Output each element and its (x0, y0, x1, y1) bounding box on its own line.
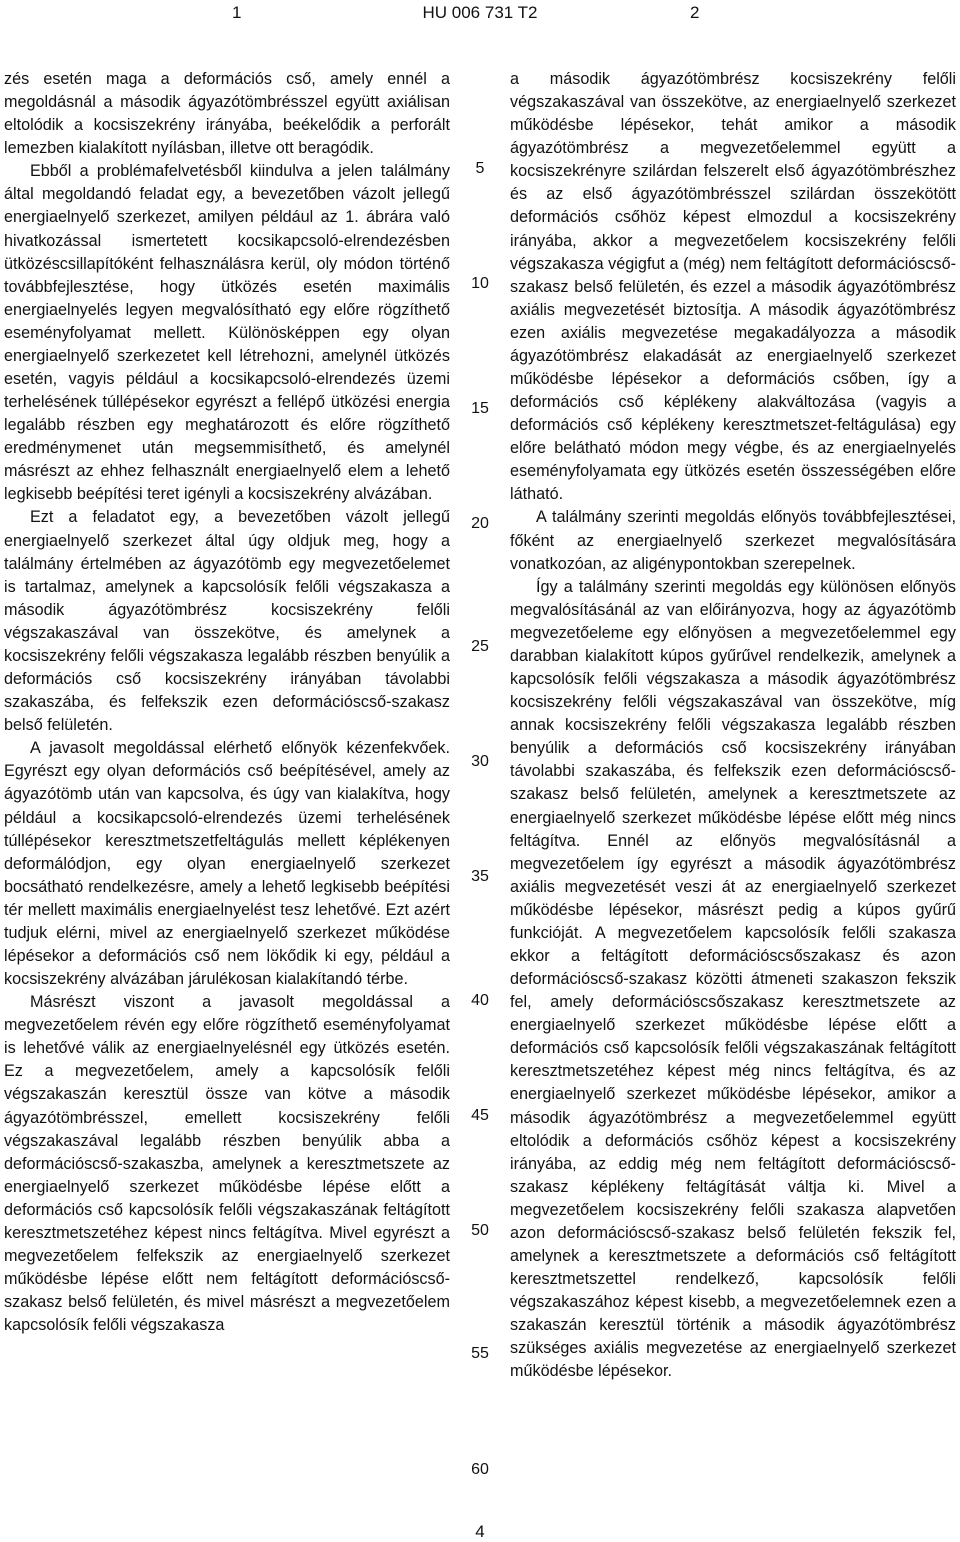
paragraph: zés esetén maga a deformációs cső, amely ennél a megoldásnál a második ágyazótömbrésszel együtt axiálisan eltolódik a kocsiszekrény irányába, beékelődik a perforált lemezben kialakított nyílásban, illetve ott beragódik. (4, 70, 450, 158)
paragraph: Ebből a problémafelvetésből kiindulva a jelen találmány által megoldandó feladat egy, a bevezetőben vázolt jellegű energiaelnyelő szerkezet, amilyen például az 1. ábrára való hivatkozással ismertetett kocsikapcsoló-elrendezésben ütközéscsillapítóként felhasználásra kerül, oly módon történő továbbfejlesztése, hogy ütközés esetén maximális energiaelnyelés legyen megvalósítható egy előre rögzíthető eseményfolyamat mellett. Különösképpen egy olyan energiaelnyelő szerkezetet kell létrehozni, amelynél ütközés esetén, vagyis például a kocsikapcsoló-elrendezés üzemi terhelésének túllépésekor egyrészt a fellépő ütközési energia legalább részben egy meghatározott és előre rögzíthető eredménymenet után megsemmisíthető, és amelynél másrészt az ehhez felhasznált energiaelnyelő elem a lehető legkisebb beépítési teret igényli a kocsiszekrény alvázában. (4, 162, 450, 504)
line-number: 50 (471, 1222, 489, 1239)
line-number: 30 (471, 753, 489, 770)
line-number: 15 (471, 400, 489, 417)
patent-number: HU 006 731 T2 (422, 3, 538, 22)
line-number: 55 (471, 1345, 489, 1362)
line-number: 20 (471, 515, 489, 532)
paragraph: Másrészt viszont a javasolt megoldással a megvezetőelem révén egy előre rögzíthető eseményfolyamat is lehetővé válik az energiaelnyelésnél egy ütközés esetén. Ez a megvezetőelem, amely a kapcsolósík felőli végszakaszán keresztül össze van kötve a második ágyazótömbrésszel, emellett kocsiszekrény felőli végszakaszával legalább részben benyúlik abba a deformációscső-szakaszba, amelynek a keresztmetszete az energiaelnyelő szerkezet működésbe lépése előtt a deformációs cső kapcsolósík felőli végszakaszának feltágított keresztmetszetéhez képest nincs feltágítva. Mivel egyrészt a megvezetőelem felfekszik az energiaelnyelő szerkezet működésbe lépése előtt nem feltágított deformációscső-szakasz belső felületén, és mivel másrészt a megvezetőelem kapcsolósík felőli végszakasza (4, 993, 450, 1335)
left-page-number: 1 (232, 3, 242, 22)
page-footer-number: 4 (475, 1522, 485, 1541)
line-number: 10 (471, 275, 489, 292)
paragraph: Így a találmány szerinti megoldás egy különösen előnyös megvalósításánál az van előirányozva, hogy az ágyazótömb megvezetőeleme egy előnyösen a megvezetőelemmel egy darabban kialakított kúpos gyűrűvel rendelkezik, amelynek a kapcsolósík felőli végszakasza a második ágyazótömbrész kocsiszekrény felőli végszakaszával van összekötve, míg annak kocsiszekrény felőli végszakasza legalább részben benyúlik a deformációs cső kocsiszekrény irányában távolabbi szakaszába, és felfekszik ezen deformációscső-szakasz belső felületén, amelynek a keresztmetszete az energiaelnyelő szerkezet működésbe lépése előtt még nincs feltágítva. Ennél az előnyös megvalósításnál a megvezetőelem így egyrészt a második ágyazótömbrész axiális megvezetését veszi át az energiaelnyelő szerkezet működésbe lépésekor, másrészt pedig a kúpos gyűrű funkcióját. A megvezetőelem kapcsolósík felőli szakasza ekkor a feltágított deformációscsőszakasz és azon deformációscső-szakasz közötti átmeneti szakaszon fekszik fel, amely deformációscsőszakasz keresztmetszete az energiaelnyelő szerkezet működésbe lépése előtt a deformációs cső kapcsolósík felőli végszakaszának feltágított keresztmetszetéhez képest még nincs feltágítva, és az energiaelnyelő szerkezet működésbe lépésekor, amikor a második ágyazótömbrész a megvezetőelemmel együtt eltolódik a deformációs csőhöz képest a kocsiszekrény irányába, az eddig még nem feltágított deformációscső-szakasz képlékeny feltágítását váltja ki. Mivel a megvezetőelem kocsiszekrény felőli szakasza alapvetően azon deformációscső-szakasz belső felületén fekszik fel, amelynek a keresztmetszete a deformációs cső feltágított keresztmetszettel rendelkező, kapcsolósík felőli végszakaszához képest kisebb, a megvezetőelemnek ezen a szakaszán keresztül történik a második ágyazótömbrész szükséges axiális megvezetése az energiaelnyelő szerkezet működésbe lépésekor. (510, 577, 956, 1381)
paragraph: A javasolt megoldással elérhető előnyök kézenfekvőek. Egyrészt egy olyan deformációs cső beépítésével, amely az ágyazótömb után van kapcsolva, és úgy van kialakítva, hogy például a kocsikapcsoló-elrendezés üzemi terhelésének túllépésekor keresztmetszetfeltágulás mellett képlékenyen deformálódjon, egy olyan energiaelnyelő szerkezet bocsátható rendelkezésre, amely a lehető legkisebb beépítési tér mellett maximális energiaelnyelést tesz lehetővé. Ezt azért tudjuk elérni, mivel az energiaelnyelő szerkezet működése lépésekor a deformációs cső nem lökődik ki egy, például a kocsiszekrény alvázában járulékosan kialakítandó térbe. (4, 739, 450, 989)
paragraph: A találmány szerinti megoldás előnyös továbbfejlesztései, főként az energiaelnyelő szerkezet megvalósítására vonatkozóan, az aligénypontokban szerepelnek. (510, 508, 956, 573)
line-number: 45 (471, 1107, 489, 1124)
left-column (4, 68, 450, 1337)
paragraph: Ezt a feladatot egy, a bevezetőben vázolt jellegű energiaelnyelő szerkezet által úgy oldjuk meg, hogy a találmány értelmében az ágyazótömb egy megvezetőelemet is tartalmaz, amelynek a kapcsolósík felőli végszakasza a második ágyazótömbrész kocsiszekrény felőli végszakaszával van összekötve, és amelynek a kocsiszekrény felőli végszakasza legalább részben benyúlik a deformációs cső kocsiszekrény irányában távolabbi szakaszába, és felfekszik ezen deformációscső-szakasz belső felületén. (4, 508, 450, 735)
line-number: 40 (471, 992, 489, 1009)
right-page-number: 2 (690, 3, 700, 22)
right-column (510, 68, 956, 1383)
line-number: 5 (475, 160, 485, 177)
line-number: 25 (471, 638, 489, 655)
paragraph: a második ágyazótömbrész kocsiszekrény felőli végszakaszával van összekötve, az energiaelnyelő szerkezet működésbe lépésekor, tehát amikor a második ágyazótömbrész a megvezetőelemmel együtt a kocsiszekrényre szilárdan felszerelt első ágyazótömbrészhez és az első ágyazótömbrésszel szilárdan összekötött deformációs csőhöz képest elmozdul a kocsiszekrény irányába, akkor a megvezetőelem kocsiszekrény felőli végszakasza végigfut a (még) nem feltágított deformációscső-szakasz belső felületén, és ezzel a második ágyazótömbrész axiális megvezetését biztosítja. A második ágyazótömbrész ezen axiális megvezetése megakadályozza a második ágyazótömbrész elakadását az energiaelnyelő szerkezet működésbe lépésekor a deformációs csőben, így a deformációs cső képlékeny alakváltozása (vagyis a deformációs cső képlékeny keresztmetszet-feltágulása) egy előre belátható módon megy végbe, és az energiaelnyelés eseményfolyamata egy ütközés esetén összességében előre látható. (510, 70, 956, 504)
line-number: 35 (471, 868, 489, 885)
line-number: 60 (471, 1461, 489, 1478)
